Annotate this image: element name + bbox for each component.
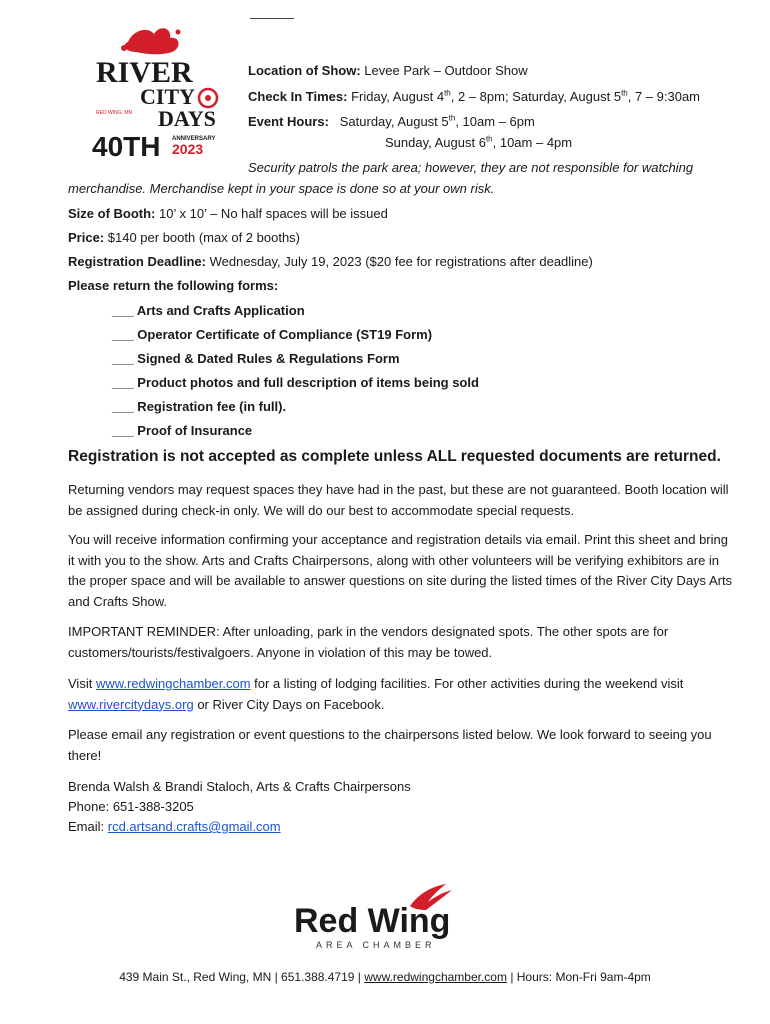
chamber-sub: AREA CHAMBER: [316, 940, 436, 950]
checkin-sup: th: [444, 88, 451, 98]
location-line: [248, 62, 528, 80]
logo-anniversary-text: ANNIVERSARY: [172, 136, 216, 142]
form-item: ___ Arts and Crafts Application: [112, 303, 305, 318]
deadline-label: Registration Deadline:: [68, 254, 206, 269]
logo-river-text: RIVER: [96, 56, 193, 89]
red-wing-chamber-logo: [292, 884, 482, 954]
location-label: Location of Show:: [248, 63, 361, 78]
chamber-name: Red Wing: [294, 902, 451, 940]
visit-paragraph: [68, 674, 738, 715]
deadline-line: [68, 253, 593, 271]
visit-text: for a listing of lodging facilities. For other activities during the weekend visit: [250, 676, 684, 691]
contact-email-line: [68, 817, 281, 837]
footer-text: 439 Main St., Red Wing, MN | 651.388.4719 |: [119, 970, 365, 984]
confirmation-paragraph: You will receive information confirming your acceptance and registration details via email. Print this sheet and bring it with you to the show. Arts and Crafts Chairpersons, along with other volunteers will be verifying exhibitors are in the proper space and will be available to answer questions on site during the listed times of the River City Days Arts and Crafts Show.: [68, 532, 733, 609]
hours-sun-part: Sunday, August 6: [385, 135, 486, 150]
checkin-value-part: , 7 – 9:30am: [627, 89, 701, 104]
red-splash-icon: [125, 28, 179, 54]
footer-link[interactable]: www.redwingchamber.com: [364, 970, 507, 984]
email-label: Email:: [68, 819, 108, 834]
booth-size-line: [68, 205, 388, 223]
logo-redwing-text: RED WING, MN: [96, 110, 133, 116]
chairpersons-names: Brenda Walsh & Brandi Staloch, Arts & Crafts Chairpersons: [68, 779, 411, 794]
hours-line: [248, 113, 535, 131]
form-item: ___ Proof of Insurance: [112, 423, 253, 438]
price-value: $140 per booth (max of 2 booths): [107, 230, 300, 245]
deadline-value: Wednesday, July 19, 2023 ($20 fee for registrations after deadline): [209, 254, 593, 269]
return-forms-label: Please return the following forms:: [68, 278, 279, 293]
form-item: ___ Operator Certificate of Compliance (ST19 Form): [112, 327, 433, 342]
price-label: Price:: [68, 230, 105, 245]
location-value: Levee Park – Outdoor Show: [364, 63, 528, 78]
price-line: [68, 229, 300, 247]
checkin-line: [248, 88, 700, 106]
visit-text: Visit: [68, 676, 96, 691]
requirements-headline: Registration is not accepted as complete unless ALL requested documents are returned.: [68, 448, 721, 465]
hours-sup: th: [448, 113, 456, 123]
logo-city-text: CITY: [140, 84, 196, 109]
form-item: ___ Product photos and full description of items being sold: [112, 375, 479, 390]
logo-40th-text: 40TH: [92, 131, 161, 162]
hours-sat-part: Saturday, August 5: [339, 114, 449, 129]
hours-sun-part: , 10am – 4pm: [492, 135, 573, 150]
hours-label: Event Hours:: [248, 114, 329, 129]
river-city-days-logo: [88, 22, 228, 162]
logo-year-text: 2023: [172, 141, 204, 157]
checkin-label: Check In Times:: [248, 89, 348, 104]
logo-days-text: DAYS: [158, 106, 216, 131]
form-item: ___ Signed & Dated Rules & Regulations Form: [112, 351, 400, 366]
visit-text: or River City Days on Facebook.: [193, 696, 385, 712]
redwingchamber-link[interactable]: www.redwingchamber.com: [95, 676, 251, 691]
hours-sat-part: , 10am – 6pm: [455, 114, 535, 129]
footer: [0, 970, 770, 984]
form-item: ___ Registration fee (in full).: [112, 399, 287, 414]
hours-sup: th: [485, 134, 493, 144]
email-questions-paragraph: Please email any registration or event questions to the chairpersons listed below. We look forward to seeing you there!: [68, 727, 712, 763]
booth-value: 10’ x 10’ – No half spaces will be issued: [159, 206, 388, 221]
returning-vendors-paragraph: Returning vendors may request spaces they have had in the past, but these are not guaranteed. Booth location will be assigned during check-in only. We will do our best to accommodate special requests.: [68, 482, 729, 518]
reminder-paragraph: IMPORTANT REMINDER: After unloading, park in the vendors designated spots. The other spots are for customers/tourists/festivalgoers. Anyone in violation of this may be towed.: [68, 624, 669, 660]
footer-text: | Hours: Mon-Fri 9am-4pm: [506, 970, 651, 984]
top-rule: [250, 18, 294, 19]
checkin-sup: th: [621, 88, 628, 98]
contact-phone: Phone: 651-388-3205: [68, 799, 194, 814]
checkin-value-part: Friday, August 4: [351, 89, 445, 104]
security-note-line-2: merchandise. Merchandise kept in your space is done so at your own risk.: [68, 181, 495, 196]
booth-label: Size of Booth:: [68, 206, 156, 221]
checkin-value-part: , 2 – 8pm; Saturday, August 5: [450, 89, 622, 104]
rivercitydays-link[interactable]: www.rivercitydays.org: [68, 696, 194, 712]
hours-sunday-line: [385, 134, 572, 152]
email-link[interactable]: rcd.artsand.crafts@gmail.com: [107, 819, 281, 834]
security-note-line-1: Security patrols the park area; however, they are not responsible for watching: [248, 160, 694, 175]
